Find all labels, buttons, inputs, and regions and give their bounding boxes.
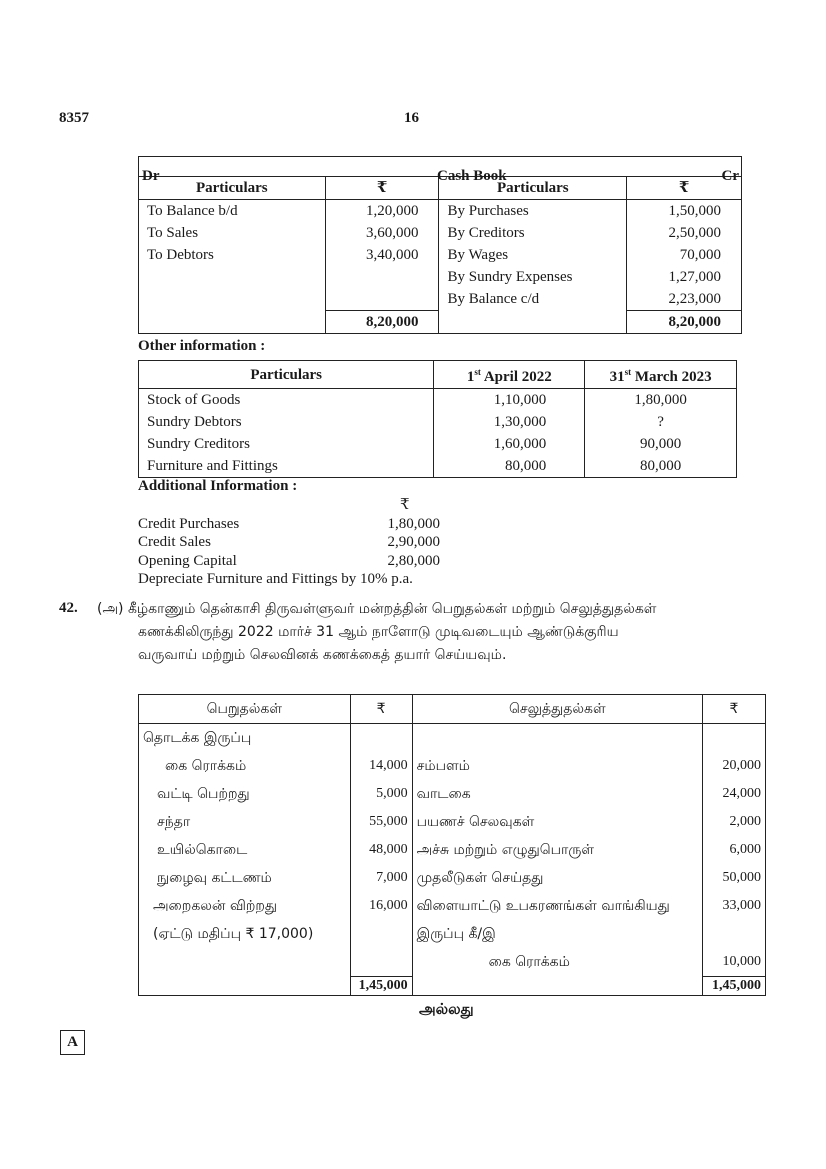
- table-row: Stock of Goods 1,10,000 1,80,000: [139, 389, 737, 412]
- table-row: Sundry Creditors 1,60,000 90,000: [139, 433, 737, 455]
- additional-info-list: [138, 496, 440, 589]
- debit-particular: To Balance b/d: [139, 200, 326, 223]
- table-row: (ஏட்டு மதிப்பு ₹ 17,000) இருப்பு கீ/இ: [139, 920, 766, 948]
- header-amount-dr: ₹: [325, 177, 439, 200]
- question-part: (அ): [97, 601, 124, 617]
- or-separator: அல்லது: [419, 1000, 474, 1018]
- header-march-2023: 31st March 2023: [585, 361, 737, 389]
- cash-book-title-row: [139, 157, 742, 177]
- credit-amount: 1,50,000: [627, 200, 742, 223]
- debit-particular: To Debtors: [139, 244, 326, 266]
- receipts-payments-table: [138, 694, 766, 996]
- payments-total: 1,45,000: [703, 977, 766, 996]
- debit-amount: 3,60,000: [325, 222, 439, 244]
- header-april-2022: 1st April 2022: [434, 361, 585, 389]
- page-number: 16: [404, 110, 419, 126]
- question-number: 42.: [59, 600, 78, 616]
- question-paper-code: 8357: [59, 110, 89, 126]
- credit-particular: By Balance c/d: [439, 288, 627, 311]
- additional-info-heading: Additional Information :: [138, 478, 298, 494]
- table-row: [139, 266, 742, 288]
- header-payments: செலுத்துதல்கள்: [412, 695, 702, 724]
- table-row: Furniture and Fittings 80,000 80,000: [139, 455, 737, 478]
- debit-amount: 1,20,000: [325, 200, 439, 223]
- cr-label: Cr: [721, 167, 739, 184]
- debit-particular: To Sales: [139, 222, 326, 244]
- depreciation-note: Depreciate Furniture and Fittings by 10% p.a.: [138, 571, 413, 587]
- table-row: அறைகலன் விற்றது 16,000 விளையாட்டு உபகரணங்கள் வாங்கியது 33,000: [139, 892, 766, 920]
- cash-book-total-row: [139, 311, 742, 334]
- table-row: சந்தா 55,000 பயணச் செலவுகள் 2,000: [139, 808, 766, 836]
- other-info-header-row: [139, 361, 737, 389]
- credit-amount: 70,000: [627, 244, 742, 266]
- rupee-symbol: ₹: [400, 497, 410, 513]
- table-row: [139, 200, 742, 223]
- credit-particular: By Wages: [439, 244, 627, 266]
- table-row: [139, 288, 742, 311]
- list-item: Credit Purchases 1,80,000: [138, 515, 440, 532]
- other-info-heading: Other information :: [138, 338, 266, 354]
- header-amount-receipts: ₹: [350, 695, 412, 724]
- credit-amount: 1,27,000: [627, 266, 742, 288]
- credit-particular: By Creditors: [439, 222, 627, 244]
- header-receipts: பெறுதல்கள்: [139, 695, 351, 724]
- header-particulars: Particulars: [139, 361, 434, 389]
- credit-amount: 2,50,000: [627, 222, 742, 244]
- header-amount-payments: ₹: [703, 695, 766, 724]
- dr-label: Dr: [142, 167, 160, 184]
- other-info-table: [138, 360, 737, 478]
- rp-total-row: [139, 977, 766, 996]
- credit-particular: By Sundry Expenses: [439, 266, 627, 288]
- list-item: Credit Sales 2,90,000: [138, 534, 440, 550]
- question-text: (அ) கீழ்காணும் தென்காசி திருவள்ளுவர் மன்றத்தின் பெறுதல்கள் மற்றும் செலுத்துதல்கள் கணக்கிலிருந்து 2022 மார்ச் 31 ஆம் நாளோடு முடிவடையும் ஆண்டுக்குரிய வருவாய் மற்றும் செலவினக் கணக்கைத் தயார் செய்யவும்.: [97, 601, 657, 663]
- table-row: கை ரொக்கம் 14,000 சம்பளம் 20,000: [139, 752, 766, 780]
- header-amount-cr: ₹: [627, 177, 742, 200]
- receipts-total: 1,45,000: [350, 977, 412, 996]
- table-row: கை ரொக்கம் 10,000: [139, 948, 766, 977]
- header-particulars-cr: Particulars: [439, 177, 627, 200]
- table-row: தொடக்க இருப்பு: [139, 724, 766, 753]
- table-row: Sundry Debtors 1,30,000 ?: [139, 411, 737, 433]
- booklet-code-box: A: [60, 1030, 85, 1055]
- credit-amount: 2,23,000: [627, 288, 742, 311]
- table-row: வட்டி பெற்றது 5,000 வாடகை 24,000: [139, 780, 766, 808]
- rp-header-row: [139, 695, 766, 724]
- debit-total: 8,20,000: [325, 311, 439, 334]
- table-row: உயில்கொடை 48,000 அச்சு மற்றும் எழுதுபொருள் 6,000: [139, 836, 766, 864]
- credit-total: 8,20,000: [627, 311, 742, 334]
- table-row: [139, 244, 742, 266]
- table-row: [139, 222, 742, 244]
- cash-book-title: Cash Book: [437, 167, 507, 184]
- list-item: Opening Capital 2,80,000: [138, 552, 440, 569]
- cash-book-table: [138, 156, 742, 334]
- credit-particular: By Purchases: [439, 200, 627, 223]
- debit-amount: 3,40,000: [325, 244, 439, 266]
- header-particulars-dr: Particulars: [139, 177, 326, 200]
- table-row: நுழைவு கட்டணம் 7,000 முதலீடுகள் செய்தது 50,000: [139, 864, 766, 892]
